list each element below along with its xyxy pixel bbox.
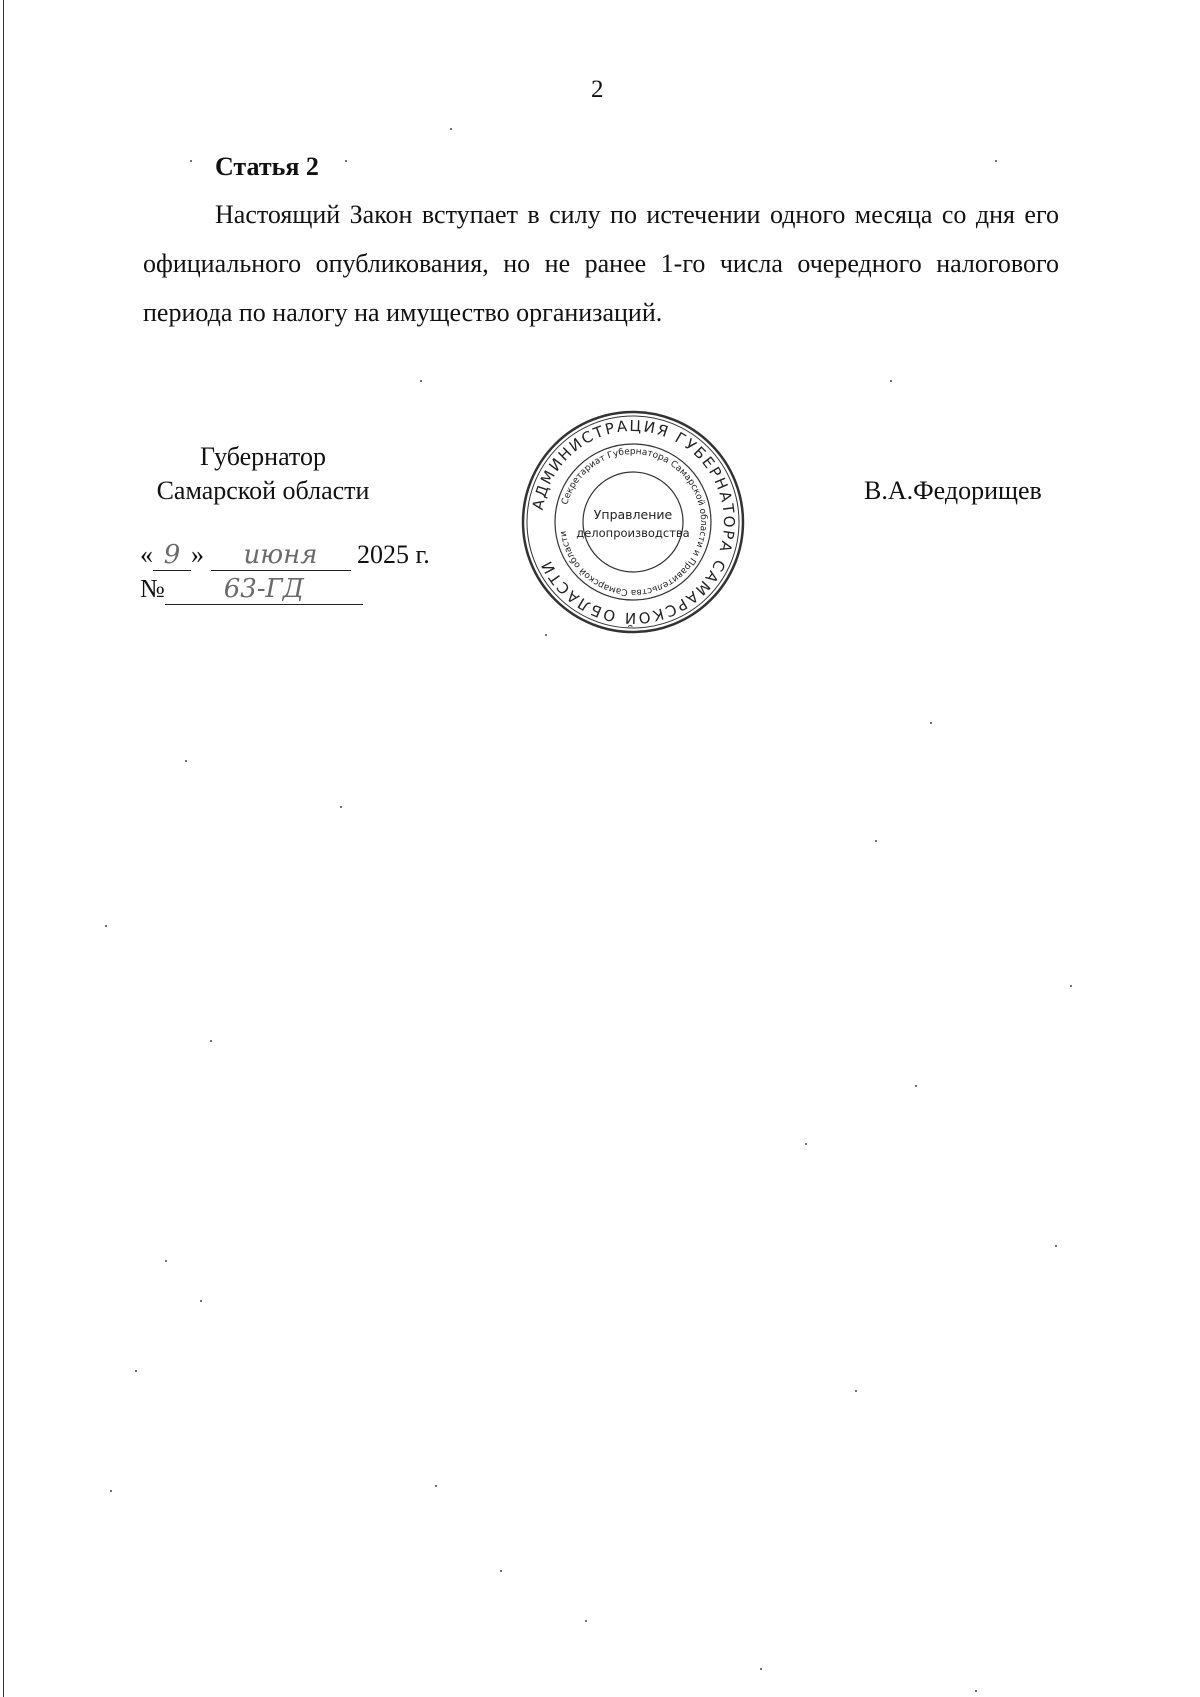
signer-title [143,440,383,508]
scan-speck [1070,985,1072,987]
date-close-quote: » [191,540,204,569]
scan-speck [340,806,342,808]
scan-speck [890,380,892,382]
svg-text:Секретариат Губернатора Самарс [559,447,708,597]
date-year: 2025 г. [357,540,430,569]
scan-speck [855,1390,857,1392]
date-line [140,540,430,571]
number-value: 63-ГД [223,574,304,604]
article-body [143,190,1059,337]
scan-speck [1055,1245,1057,1247]
date-month-field [211,540,351,571]
scan-speck [975,1690,977,1692]
scan-speck [135,1370,137,1372]
scan-speck [165,1260,167,1262]
scan-speck [500,1570,502,1572]
number-label: № [140,574,165,603]
seal-outer-text: АДМИНИСТРАЦИЯ ГУБЕРНАТОРА САМАРСКОЙ ОБЛАСТИ [528,416,739,628]
date-month: июня [243,540,318,570]
scan-speck [345,160,347,162]
scan-speck [915,1085,917,1087]
date-open-quote: « [140,540,153,569]
seal-center-line2: делопроизводства [576,526,690,540]
scan-speck [995,160,997,162]
page-number: 2 [591,76,604,103]
date-day-field [153,540,191,571]
scan-speck [805,1143,807,1145]
article-paragraph: Настоящий Закон вступает в силу по истечении одного месяца со дня его официального опубликования, но не ранее 1-го числа очередного налогового периода по налогу на имущество организаций. [143,200,1059,327]
scan-speck [190,160,192,162]
signer-title-line1: Губернатор [200,442,326,471]
official-seal [518,407,748,637]
seal-center-line1: Управление [593,507,673,522]
scan-speck [585,1620,587,1622]
scan-speck [110,1490,112,1492]
scan-speck [760,1668,762,1670]
signer-title-line2: Самарской области [156,476,370,505]
scan-speck [200,1300,202,1302]
number-line [140,574,363,605]
date-day: 9 [163,540,181,570]
scan-speck [545,634,547,636]
scan-speck [210,1040,212,1042]
scan-speck [435,1485,437,1487]
article-heading: Статья 2 [215,152,319,181]
scan-speck [930,722,932,724]
scan-edge-line [3,0,4,1697]
number-field [165,574,363,605]
seal-inner-text: Секретариат Губернатора Самарской области и Правительства Самарской области [558,446,709,598]
scan-speck [105,925,107,927]
scan-speck [875,840,877,842]
scan-speck [420,380,422,382]
scan-speck [450,128,452,130]
scan-speck [185,760,187,762]
signer-name: В.А.Федорищев [864,476,1042,505]
